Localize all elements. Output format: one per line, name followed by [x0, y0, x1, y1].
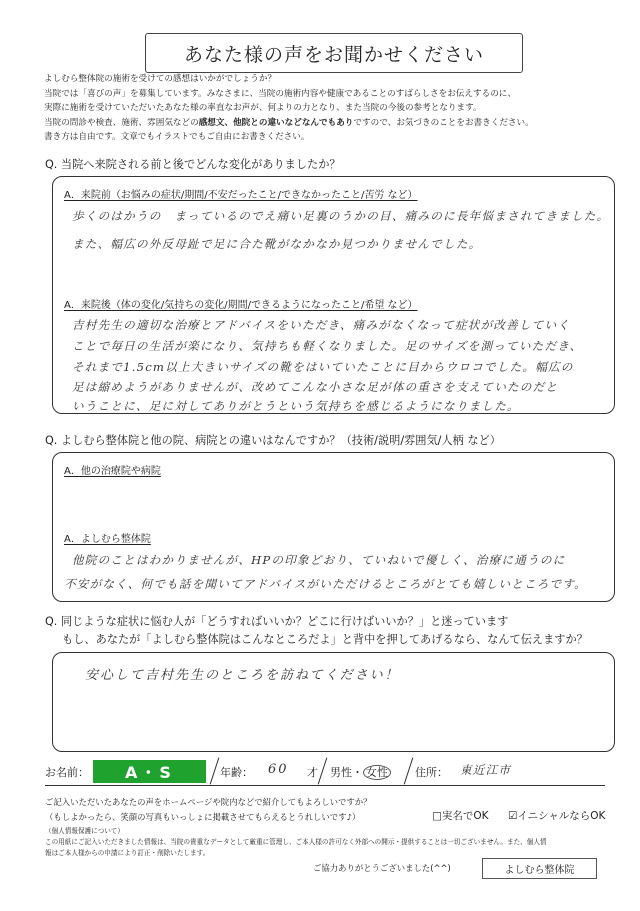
gender-field[interactable]: 男性・ 女性 [330, 764, 391, 780]
address-label: 住所： [415, 766, 448, 779]
question-3-sub: もし、あなたが「よしむら整体院はこんなところだよ」と背中を押してあげるなら、なんて伝えますか？ [62, 633, 588, 646]
handwritten-line: いうことに、足に対してありがとうという気持ちを感じるようになりました。 [72, 399, 520, 413]
intro-line: 実際に施術を受けていただいたあなた様の率直なお声が、何よりの力となり、また当院の今後の参考となります。 [44, 103, 482, 114]
intro-line: 書き方は自由です。文章でもイラストでもご自由にお書きください。 [44, 132, 310, 143]
age-label: 年齢： [220, 766, 253, 779]
question-2: Q. よしむら整体院と他の院、病院との違いはなんですか？（技術/説明/雰囲気/人柄 など） [45, 434, 501, 447]
other-clinic-label: A．他の治療院や病院 [64, 466, 161, 477]
handwritten-line: 歩くのはかうの まっているのでえ痛い足裏のうかの目、痛みのに長年悩まされてきました。 [72, 209, 610, 223]
intro-line: 当院では「喜びの声」を募集しています。みなさまに、当院の施術内容や健康であることのすばらしさをお伝えするのに、 [44, 88, 516, 99]
handwritten-answer: 安心して吉村先生のところを訪ねてください！ [85, 668, 400, 683]
age-field[interactable]: 60 [268, 762, 289, 777]
checkbox-initials[interactable]: ☑イニシャルならOK [508, 810, 606, 822]
after-label: A．来院後（体の変化/気持ちの変化/期間/できるようになったこと/希望 など） [64, 300, 418, 311]
intro-emphasis: 感想文、他院との違いなどなんでもあり [198, 117, 354, 128]
privacy-text: 報はご本人様からの申請により訂正・削除いたします。 [45, 849, 210, 857]
permission-note: （もしよかったら、笑顔の写真もいっしょに掲載させてもらえるとうれしいです♪） [45, 812, 361, 822]
question-3: Q. 同じような症状に悩む人が「どうすればいいか？どこに行けばいいか？」と迷っています [45, 615, 509, 628]
checkbox-real-name[interactable]: □実名でOK [432, 810, 489, 822]
permission-question: ご記入いただいたあなたの声をホームページや院内などで紹介してもよろしいですか？ [45, 797, 372, 807]
handwritten-line: また、幅広の外反母趾で足に合た靴がなかなか見つかりませんでした。 [72, 237, 482, 251]
before-label: A．来院前（お悩みの症状/期間/不安だったこと/できなかったこと/苦労 など） [64, 190, 418, 201]
divider [404, 758, 414, 785]
intro-line: 当院の問診や検査、施術、雰囲気などの感想文、他院との違いなどなんでもありですので、お気づきのことをお書きください。 [44, 117, 534, 128]
yoshimura-label: A．よしむら整体院 [64, 534, 151, 545]
handwritten-line: それまで1.5cm以上大きいサイズの靴をはいていたことに目からウロコでした。幅広の [72, 360, 574, 374]
handwritten-line: 他院のことはわかりませんが、HPの印象どおり、ていねいで優しく、治療に通うのに [72, 553, 566, 567]
thanks-text: ご協力ありがとうございました(^^) [313, 863, 451, 873]
question-1: Q. 当院へ来院される前と後でどんな変化がありましたか？ [45, 158, 341, 171]
address-field[interactable]: 東近江市 [460, 763, 512, 777]
gender-selected: 女性 [363, 765, 391, 780]
age-unit: 才 [307, 766, 318, 779]
clinic-name-box: よしむら整体院 [482, 858, 597, 879]
handwritten-line: 吉村先生の適切な治療とアドバイスをいただき、痛みがなくなって症状が改善していく [72, 318, 571, 332]
intro-text [44, 72, 614, 145]
intro-line: よしむら整体院の施術を受けての感想はいかがでしょうか？ [44, 74, 277, 84]
privacy-title: （個人情報保護について） [45, 827, 124, 835]
handwritten-line: ことで毎日の生活が楽になり、気持ちも軽くなりました。足のサイズを測っていただき、 [72, 339, 583, 353]
handwritten-line: 不安がなく、何でも話を聞いてアドバイスがいただけるところがとても嬉しいところです。 [64, 577, 587, 591]
name-field[interactable]: A・S [93, 760, 206, 783]
page-title: あなた様の声をお聞かせください [145, 33, 523, 73]
divider [318, 758, 328, 785]
handwritten-line: 足は縮めようがありませんが、改めてこんな小さな足が体の重さを支えていたのだと [72, 380, 559, 394]
divider [210, 758, 220, 785]
name-label: お名前： [45, 766, 89, 779]
info-underline [45, 785, 605, 786]
privacy-text: この用紙にご記入いただきました情報は、当院の貴重なデータとして厳重に管理し、ご本人様の許可なく外部への開示・提供することは一切ございません。また、個人情 [45, 838, 547, 846]
